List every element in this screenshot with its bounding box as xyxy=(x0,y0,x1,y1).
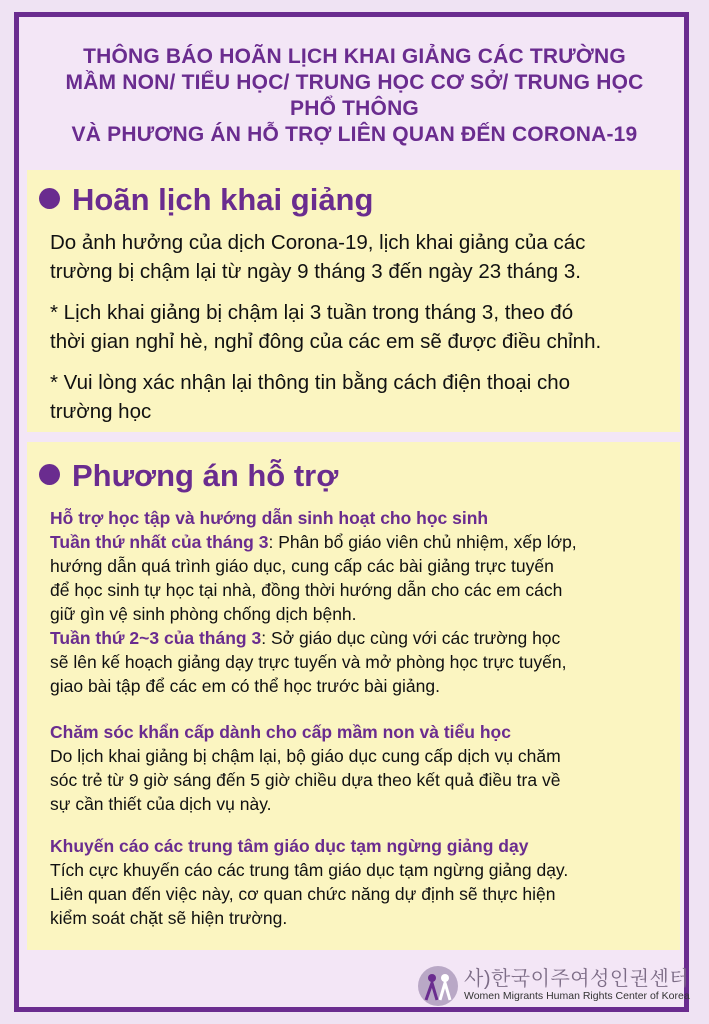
paragraph-line: Do lịch khai giảng bị chậm lại, bộ giáo dục cung cấp dịch vụ chăm xyxy=(50,746,561,766)
paragraph xyxy=(50,228,674,286)
paragraph-line: giữ gìn vệ sinh phòng chống dịch bệnh. xyxy=(50,604,357,624)
section-heading-text: Hoãn lịch khai giảng xyxy=(72,182,374,217)
paragraph-line: sóc trẻ từ 9 giờ sáng đến 5 giờ chiều dựa theo kết quả điều tra về xyxy=(50,770,561,790)
paragraph-line: trường bị chậm lại từ ngày 9 tháng 3 đến ngày 23 tháng 3. xyxy=(50,260,581,283)
section-heading-text: Phương án hỗ trợ xyxy=(72,458,339,493)
paragraph-line: để học sinh tự học tại nhà, đồng thời hướng dẫn cho các em cách xyxy=(50,580,563,600)
week1-label: Tuần thứ nhất của tháng 3 xyxy=(50,532,269,552)
paragraph-line: Liên quan đến việc này, cơ quan chức năng dự định sẽ thực hiện xyxy=(50,884,556,904)
study-support-block xyxy=(50,506,674,698)
paragraph-line: * Lịch khai giảng bị chậm lại 3 tuần trong tháng 3, theo đó xyxy=(50,301,574,324)
subtitle: Chăm sóc khẩn cấp dành cho cấp mầm non và tiểu học xyxy=(50,722,511,742)
title-line: THÔNG BÁO HOÃN LỊCH KHAI GIẢNG CÁC TRƯỜNG xyxy=(83,45,626,68)
organization-english-name: Women Migrants Human Rights Center of Korea xyxy=(464,990,690,1002)
emergency-care-block xyxy=(50,720,674,816)
bullet-dot-icon xyxy=(39,188,60,209)
paragraph-line: giao bài tập để các em có thể học trước bài giảng. xyxy=(50,676,440,696)
postponement-section xyxy=(27,170,680,432)
page-title xyxy=(0,44,709,148)
education-center-block xyxy=(50,834,674,930)
paragraph-line: * Vui lòng xác nhận lại thông tin bằng cách điện thoại cho xyxy=(50,371,571,394)
support-section xyxy=(27,442,680,950)
subtitle: Hỗ trợ học tập và hướng dẫn sinh hoạt cho học sinh xyxy=(50,508,489,528)
paragraph-line: trường học xyxy=(50,400,152,423)
paragraph-line: sự cần thiết của dịch vụ này. xyxy=(50,794,272,814)
section-heading xyxy=(39,458,338,494)
paragraph-line: Tích cực khuyến cáo các trung tâm giáo dục tạm ngừng giảng dạy. xyxy=(50,860,569,880)
week1-line xyxy=(50,530,674,554)
paragraph-line: sẽ lên kế hoạch giảng dạy trực tuyến và mở phòng học trực tuyến, xyxy=(50,652,567,672)
week2-text: : Sở giáo dục cùng với các trường học xyxy=(261,628,561,648)
paragraph xyxy=(50,368,674,426)
paragraph-line: thời gian nghỉ hè, nghỉ đông của các em sẽ được điều chỉnh. xyxy=(50,330,602,353)
week2-label: Tuần thứ 2~3 của tháng 3 xyxy=(50,628,262,648)
subtitle: Khuyến cáo các trung tâm giáo dục tạm ngừng giảng dạy xyxy=(50,836,529,856)
title-line: MẦM NON/ TIỂU HỌC/ TRUNG HỌC CƠ SỞ/ TRUNG HỌC xyxy=(65,71,644,94)
paragraph xyxy=(50,298,674,356)
paragraph-line: kiểm soát chặt sẽ hiện trường. xyxy=(50,908,288,928)
week1-text: : Phân bổ giáo viên chủ nhiệm, xếp lớp, xyxy=(268,532,577,552)
section-heading xyxy=(39,182,373,218)
paragraph-line: Do ảnh hưởng của dịch Corona-19, lịch khai giảng của các xyxy=(50,231,586,254)
week2-line xyxy=(50,626,674,650)
organization-korean-name: 사)한국이주여성인권센터 xyxy=(464,968,690,990)
title-line: PHỔ THÔNG xyxy=(290,97,419,120)
people-logo-icon xyxy=(418,966,458,1006)
paragraph-line: hướng dẫn quá trình giáo dục, cung cấp các bài giảng trực tuyến xyxy=(50,556,554,576)
bullet-dot-icon xyxy=(39,464,60,485)
title-line: VÀ PHƯƠNG ÁN HỖ TRỢ LIÊN QUAN ĐẾN CORONA-19 xyxy=(71,123,638,146)
organization-footer xyxy=(418,962,690,1008)
